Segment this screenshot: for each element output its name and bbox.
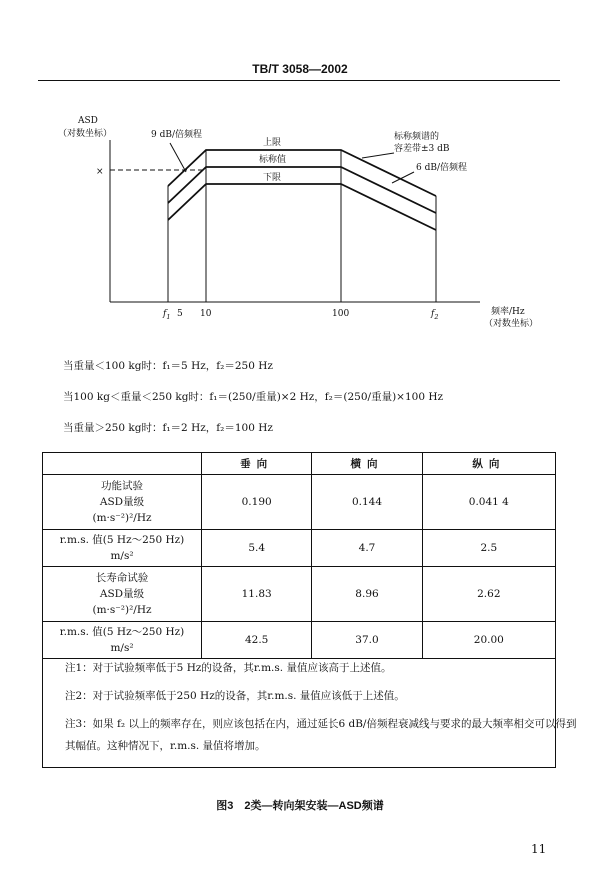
row-label-function-asd: 功能试验 ASD量级 (m·s⁻²)²/Hz bbox=[43, 475, 202, 530]
tick-f1: $f_1$ bbox=[163, 309, 171, 321]
page-number: 11 bbox=[531, 842, 547, 856]
slope-low-label: 9 dB/倍频程 bbox=[151, 130, 202, 140]
asd-spec-table bbox=[42, 452, 556, 659]
lower-limit-label: 下限 bbox=[263, 173, 282, 183]
document-code-header: TB/T 3058—2002 bbox=[252, 62, 348, 76]
condition-line-3: 当重量＞250 kg时：f₁＝2 Hz，f₂＝100 Hz bbox=[63, 422, 273, 434]
x-axis-label: 频率/Hz bbox=[491, 307, 525, 317]
note-1: 注1：对于试验频率低于5 Hz的设备，其r.m.s. 量值应该高于上述值。 bbox=[65, 662, 392, 674]
table-cell: 2.5 bbox=[422, 530, 555, 567]
note-2: 注2：对于试验频率低于250 Hz的设备，其r.m.s. 量值应该低于上述值。 bbox=[65, 690, 405, 702]
table-cell: 11.83 bbox=[202, 567, 312, 622]
y-axis-label: ASD bbox=[78, 116, 98, 126]
table-header-row bbox=[43, 453, 556, 475]
table-row bbox=[43, 530, 556, 567]
condition-line-1: 当重量＜100 kg时：f₁＝5 Hz，f₂＝250 Hz bbox=[63, 360, 273, 372]
upper-limit-line bbox=[168, 150, 436, 196]
note-3: 注3：如果 f₂ 以上的频率存在，则应该包括在内，通过延长6 dB/倍频程衰减线与要求的最大频率相交可以得到 bbox=[65, 718, 577, 730]
row-label-endurance-rms: r.m.s. 值(5 Hz～250 Hz) m/s² bbox=[43, 622, 202, 659]
notes-box bbox=[42, 644, 577, 768]
table-cell: 5.4 bbox=[202, 530, 312, 567]
slope-low-leader bbox=[170, 143, 186, 172]
nominal-line bbox=[168, 167, 436, 213]
row-label-endurance-asd: 长寿命试验 ASD量级 (m·s⁻²)²/Hz bbox=[43, 567, 202, 622]
table-row bbox=[43, 475, 556, 530]
tick-5: 5 bbox=[177, 309, 183, 319]
y-reference-mark: × bbox=[96, 167, 104, 177]
asd-spectrum-figure bbox=[0, 0, 600, 340]
tick-f2: $f_2$ bbox=[431, 309, 439, 321]
note-3-continuation: 其幅值。这种情况下，r.m.s. 量值将增加。 bbox=[65, 740, 266, 752]
table-cell: 2.62 bbox=[422, 567, 555, 622]
table-cell: 20.00 bbox=[422, 622, 555, 659]
table-cell: 42.5 bbox=[202, 622, 312, 659]
row-label-function-rms: r.m.s. 值(5 Hz～250 Hz) m/s² bbox=[43, 530, 202, 567]
table-cell: 0.144 bbox=[312, 475, 422, 530]
table-cell: 4.7 bbox=[312, 530, 422, 567]
table-cell: 37.0 bbox=[312, 622, 422, 659]
tick-10: 10 bbox=[200, 309, 212, 319]
slope-high-label: 6 dB/倍频程 bbox=[416, 163, 467, 173]
tolerance-label-line2: 容差带±3 dB bbox=[394, 144, 450, 154]
table-row bbox=[43, 567, 556, 622]
figure-caption: 图3 2类—转向架安装—ASD频谱 bbox=[216, 800, 384, 812]
table-header-longitudinal: 纵向 bbox=[422, 453, 555, 475]
tick-100: 100 bbox=[332, 309, 350, 319]
x-axis-unit-label: （对数坐标） bbox=[484, 319, 539, 329]
table-cell: 0.190 bbox=[202, 475, 312, 530]
upper-limit-label: 上限 bbox=[263, 138, 282, 148]
table-cell: 0.041 4 bbox=[422, 475, 555, 530]
table-cell: 8.96 bbox=[312, 567, 422, 622]
table-header-lateral: 横向 bbox=[312, 453, 422, 475]
y-axis-unit-label: （对数坐标） bbox=[58, 129, 113, 139]
slope-high-leader bbox=[392, 172, 414, 183]
lower-limit-line bbox=[168, 184, 436, 230]
table-header-vertical: 垂向 bbox=[202, 453, 312, 475]
table-header-blank bbox=[43, 453, 202, 475]
condition-line-2: 当100 kg＜重量＜250 kg时：f₁＝(250/重量)×2 Hz，f₂＝(250/重量)×100 Hz bbox=[63, 391, 444, 403]
nominal-label: 标称值 bbox=[259, 155, 287, 165]
tolerance-label-line1: 标称频谱的 bbox=[394, 132, 440, 142]
tolerance-leader bbox=[362, 153, 394, 158]
